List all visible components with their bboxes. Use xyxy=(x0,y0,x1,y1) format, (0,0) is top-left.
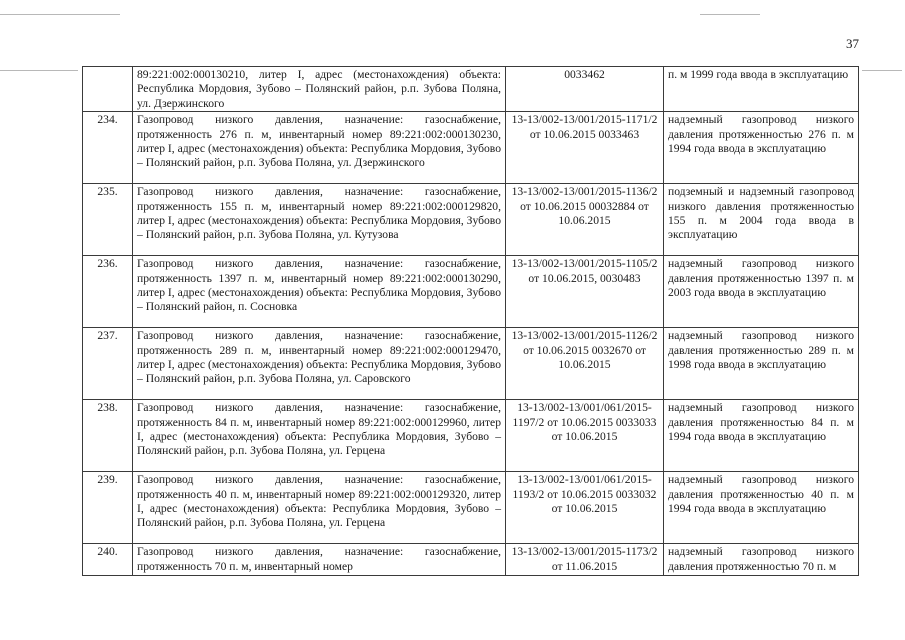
object-characteristics: надземный газопровод низкого давления протяженностью 84 п. м 1994 года ввода в эксплуатацию xyxy=(664,400,859,472)
table-row xyxy=(83,256,859,328)
registration-record: 13-13/002-13/001/061/2015-1197/2 от 10.06.2015 0033033 от 10.06.2015 xyxy=(506,400,664,472)
registration-record: 13-13/002-13/001/2015-1173/2 от 11.06.2015 xyxy=(506,544,664,576)
row-number: 236. xyxy=(83,256,133,328)
object-description: Газопровод низкого давления, назначение: газоснабжение, протяженность 40 п. м, инвентарный номер 89:221:002:000129320, литер I, адрес (местонахождения) объекта: Республика Мордовия, Зубово – Полянский район, р.п. Зубова Поляна, ул. Герцена xyxy=(133,472,506,544)
table-row xyxy=(83,184,859,256)
object-characteristics: надземный газопровод низкого давления протяженностью 1397 п. м 2003 года ввода в эксплуатацию xyxy=(664,256,859,328)
scan-artifact-left xyxy=(0,70,78,71)
scan-artifact-top-right xyxy=(700,14,760,15)
page-number: 37 xyxy=(846,36,859,51)
object-description: Газопровод низкого давления, назначение: газоснабжение, протяженность 1397 п. м, инвентарный номер 89:221:002:000130290, литер I, адрес (местонахождения) объекта: Республика Мордовия, Зубово – Полянский район, п. Сосновка xyxy=(133,256,506,328)
object-characteristics: надземный газопровод низкого давления протяженностью 70 п. м xyxy=(664,544,859,576)
registry-table xyxy=(82,66,859,576)
object-characteristics: надземный газопровод низкого давления протяженностью 40 п. м 1994 года ввода в эксплуатацию xyxy=(664,472,859,544)
registration-record: 0033462 xyxy=(506,67,664,112)
scan-artifact-top xyxy=(0,14,120,15)
object-characteristics: п. м 1999 года ввода в эксплуатацию xyxy=(664,67,859,112)
row-number xyxy=(83,67,133,112)
object-description: Газопровод низкого давления, назначение: газоснабжение, протяженность 289 п. м, инвентарный номер 89:221:002:000129470, литер I, адрес (местонахождения) объекта: Республика Мордовия, Зубово – Полянский район, р.п. Зубова Поляна, ул. Саровского xyxy=(133,328,506,400)
row-number: 235. xyxy=(83,184,133,256)
object-description: 89:221:002:000130210, литер I, адрес (местонахождения) объекта: Республика Мордовия, Зубово – Полянский район, р.п. Зубова Поляна, ул. Дзержинского xyxy=(133,67,506,112)
row-number: 239. xyxy=(83,472,133,544)
object-description: Газопровод низкого давления, назначение: газоснабжение, протяженность 155 п. м, инвентарный номер 89:221:002:000129820, литер I, адрес (местонахождения) объекта: Республика Мордовия, Зубово – Полянский район, р.п. Зубова Поляна, ул. Кутузова xyxy=(133,184,506,256)
table-row xyxy=(83,472,859,544)
object-characteristics: подземный и надземный газопровод низкого давления протяженностью 155 п. м 2004 года ввода в эксплуатацию xyxy=(664,184,859,256)
registration-record: 13-13/002-13/001/2015-1136/2 от 10.06.2015 00032884 от 10.06.2015 xyxy=(506,184,664,256)
registration-record: 13-13/002-13/001/2015-1126/2 от 10.06.2015 0032670 от 10.06.2015 xyxy=(506,328,664,400)
row-number: 240. xyxy=(83,544,133,576)
object-characteristics: надземный газопровод низкого давления протяженностью 289 п. м 1998 года ввода в эксплуатацию xyxy=(664,328,859,400)
table-row xyxy=(83,328,859,400)
row-number: 234. xyxy=(83,112,133,184)
table-row xyxy=(83,400,859,472)
scan-artifact-right xyxy=(862,70,902,71)
object-description: Газопровод низкого давления, назначение: газоснабжение, протяженность 70 п. м, инвентарный номер xyxy=(133,544,506,576)
registration-record: 13-13/002-13/001/2015-1105/2 от 10.06.2015, 0030483 xyxy=(506,256,664,328)
object-description: Газопровод низкого давления, назначение: газоснабжение, протяженность 84 п. м, инвентарный номер 89:221:002:000129960, литер I, адрес (местонахождения) объекта: Республика Мордовия, Зубово – Полянский район, р.п. Зубова Поляна, ул. Герцена xyxy=(133,400,506,472)
object-description: Газопровод низкого давления, назначение: газоснабжение, протяженность 276 п. м, инвентарный номер 89:221:002:000130230, литер I, адрес (местонахождения) объекта: Республика Мордовия, Зубово – Полянский район, р.п. Зубова Поляна, ул. Дзержинского xyxy=(133,112,506,184)
object-characteristics: надземный газопровод низкого давления протяженностью 276 п. м 1994 года ввода в эксплуатацию xyxy=(664,112,859,184)
table-row xyxy=(83,112,859,184)
row-number: 237. xyxy=(83,328,133,400)
registration-record: 13-13/002-13/001/061/2015-1193/2 от 10.06.2015 0033032 от 10.06.2015 xyxy=(506,472,664,544)
table-row xyxy=(83,544,859,576)
table-row xyxy=(83,67,859,112)
registration-record: 13-13/002-13/001/2015-1171/2 от 10.06.2015 0033463 xyxy=(506,112,664,184)
row-number: 238. xyxy=(83,400,133,472)
